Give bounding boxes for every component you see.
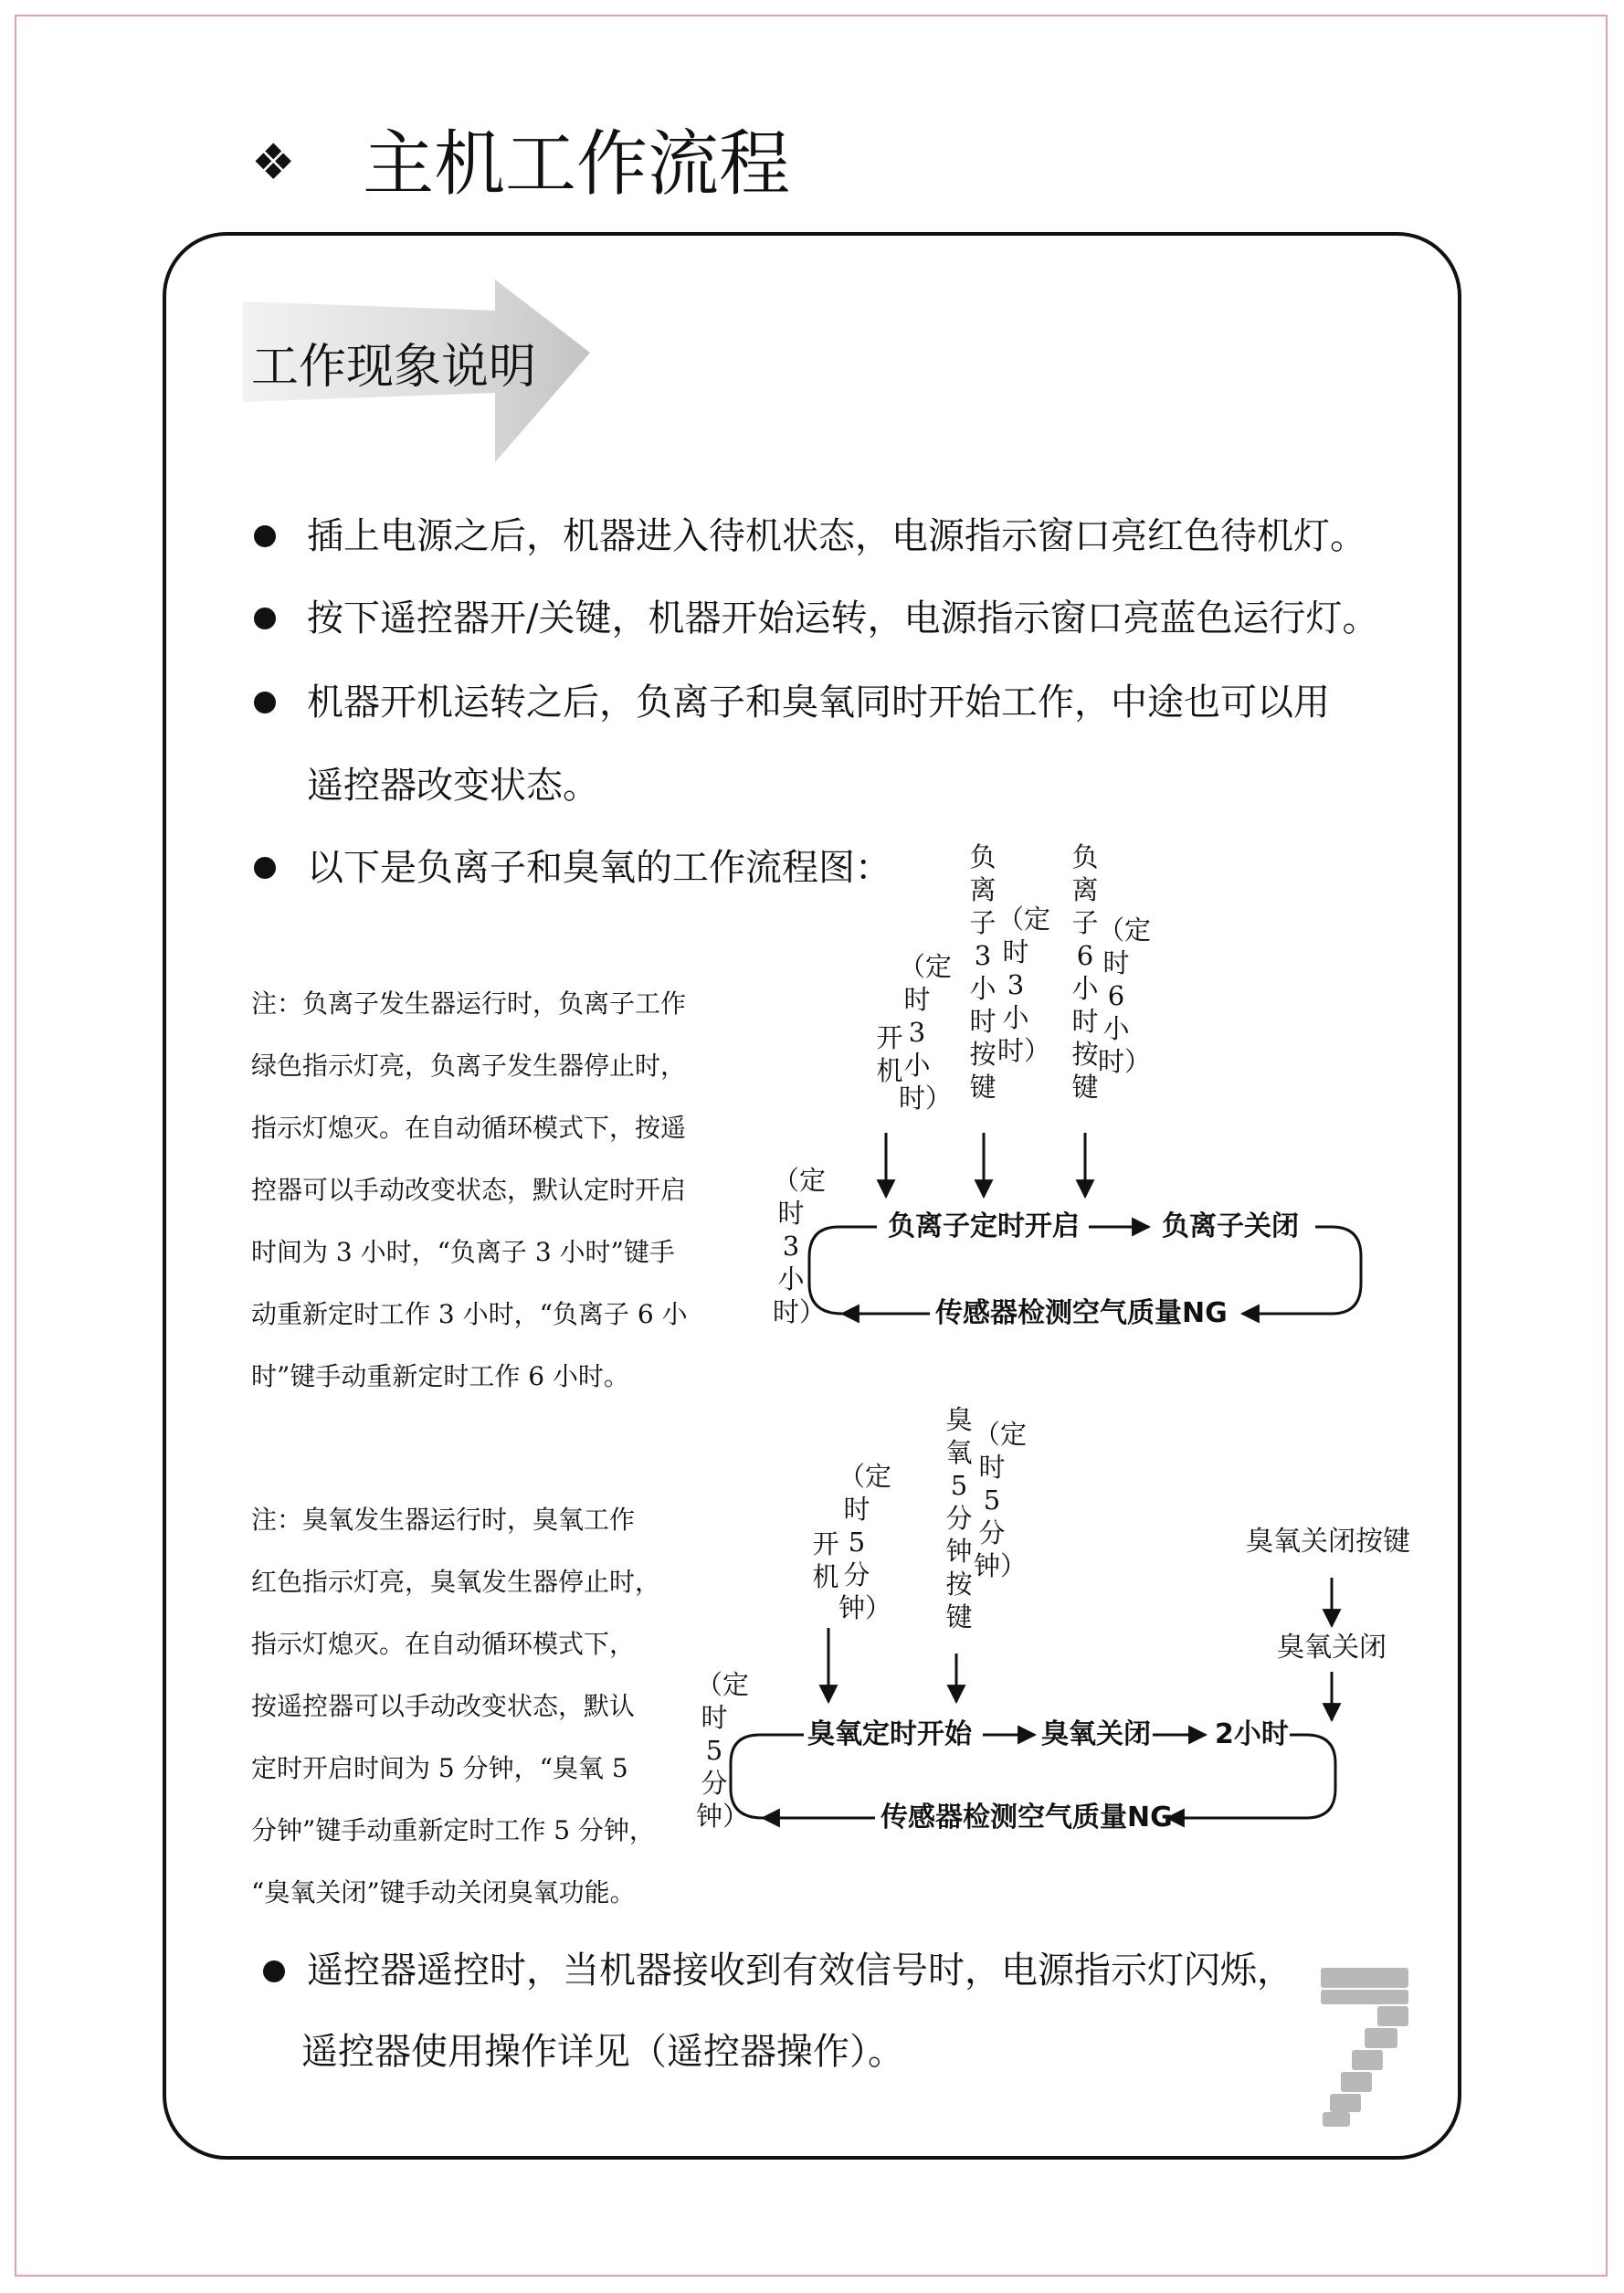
ion-input-6h-key-label: 负离子6小时按键 xyxy=(1071,841,1099,1103)
bullet-flow-intro: 以下是负离子和臭氧的工作流程图： xyxy=(307,847,891,889)
ozone-note-line: 按遥控器可以手动改变状态，默认 xyxy=(251,1691,636,1721)
ozone-note-line: “臭氧关闭”键手动关闭臭氧功能。 xyxy=(251,1877,636,1907)
ozone-note-line: 注：臭氧发生器运行时，臭氧工作 xyxy=(251,1505,636,1535)
ozone-input-power-on-label: 开机 xyxy=(812,1528,839,1592)
ion-loop-timer: （定时3小时） xyxy=(773,1165,827,1327)
bullet-working-line1: 机器开机运转之后，负离子和臭氧同时开始工作，中途也可以用 xyxy=(307,682,1330,724)
ozone-note-line: 指示灯熄灭。在自动循环模式下， xyxy=(251,1629,636,1659)
ozone-note-line: 定时开启时间为 5 分钟，“臭氧 5 xyxy=(251,1753,628,1783)
ozone-node-2h: 2小时 xyxy=(1215,1718,1289,1750)
page-title: 主机工作流程 xyxy=(363,123,791,206)
ion-input-power-on-timer: （定时3小时） xyxy=(899,951,953,1114)
ozone-input-5min-key-label: 臭氧5分钟按键 xyxy=(945,1404,973,1633)
ion-input-power-on-label: 开机 xyxy=(876,1022,903,1086)
ozone-loop-timer: （定时5分钟） xyxy=(696,1669,750,1832)
bullet-run: 按下遥控器开/关键，机器开始运转，电源指示窗口亮蓝色运行灯。 xyxy=(307,597,1379,639)
ion-input-3h-key-label: 负离子3小时按键 xyxy=(969,841,997,1103)
ozone-node-start: 臭氧定时开始 xyxy=(807,1718,972,1750)
ion-input-3h-key-timer: （定时3小时） xyxy=(997,903,1051,1066)
ozone-node-off: 臭氧关闭 xyxy=(1041,1718,1151,1750)
bullet-working-line2: 遥控器改变状态。 xyxy=(307,765,599,807)
ozone-note-line: 红色指示灯亮，臭氧发生器停止时， xyxy=(251,1567,661,1597)
bullet-dot xyxy=(263,1960,285,1982)
ozone-input-off-key-label: 臭氧关闭按键 xyxy=(1246,1526,1410,1558)
ion-note-line: 时间为 3 小时，“负离子 3 小时”键手 xyxy=(251,1237,675,1267)
ion-note-line: 指示灯熄灭。在自动循环模式下，按遥 xyxy=(251,1113,687,1143)
ion-note-line: 控器可以手动改变状态，默认定时开启 xyxy=(251,1175,687,1205)
ion-node-sensor: 传感器检测空气质量NG xyxy=(935,1297,1228,1329)
bullet-standby: 插上电源之后，机器进入待机状态，电源指示窗口亮红色待机灯。 xyxy=(307,515,1366,557)
ion-note-line: 绿色指示灯亮，负离子发生器停止时， xyxy=(251,1051,687,1081)
section-title: 工作现象说明 xyxy=(251,340,537,395)
ion-node-on: 负离子定时开启 xyxy=(888,1210,1080,1242)
ion-note-line: 时”键手动重新定时工作 6 小时。 xyxy=(251,1361,629,1391)
page-number-7-icon xyxy=(1315,1964,1416,2129)
ion-note-line: 注：负离子发生器运行时，负离子工作 xyxy=(251,988,687,1019)
ozone-node-sensor: 传感器检测空气质量NG xyxy=(881,1802,1173,1833)
ozone-input-off-label: 臭氧关闭 xyxy=(1277,1632,1387,1664)
diamond-icon: ❖ xyxy=(251,133,296,191)
ozone-input-5min-key-timer: （定时5分钟） xyxy=(974,1419,1028,1581)
ion-input-6h-key-timer: （定时6小时） xyxy=(1098,914,1152,1077)
ozone-input-power-on-timer: （定时5分钟） xyxy=(838,1461,892,1623)
ion-note-line: 动重新定时工作 3 小时，“负离子 6 小 xyxy=(251,1299,688,1329)
bullet-remote-line1: 遥控器遥控时，当机器接收到有效信号时，电源指示灯闪烁， xyxy=(307,1950,1293,1992)
ion-node-off: 负离子关闭 xyxy=(1162,1210,1299,1242)
bullet-remote-line2: 遥控器使用操作详见（遥控器操作）。 xyxy=(301,2031,904,2073)
ozone-note-line: 分钟”键手动重新定时工作 5 分钟， xyxy=(251,1815,655,1845)
